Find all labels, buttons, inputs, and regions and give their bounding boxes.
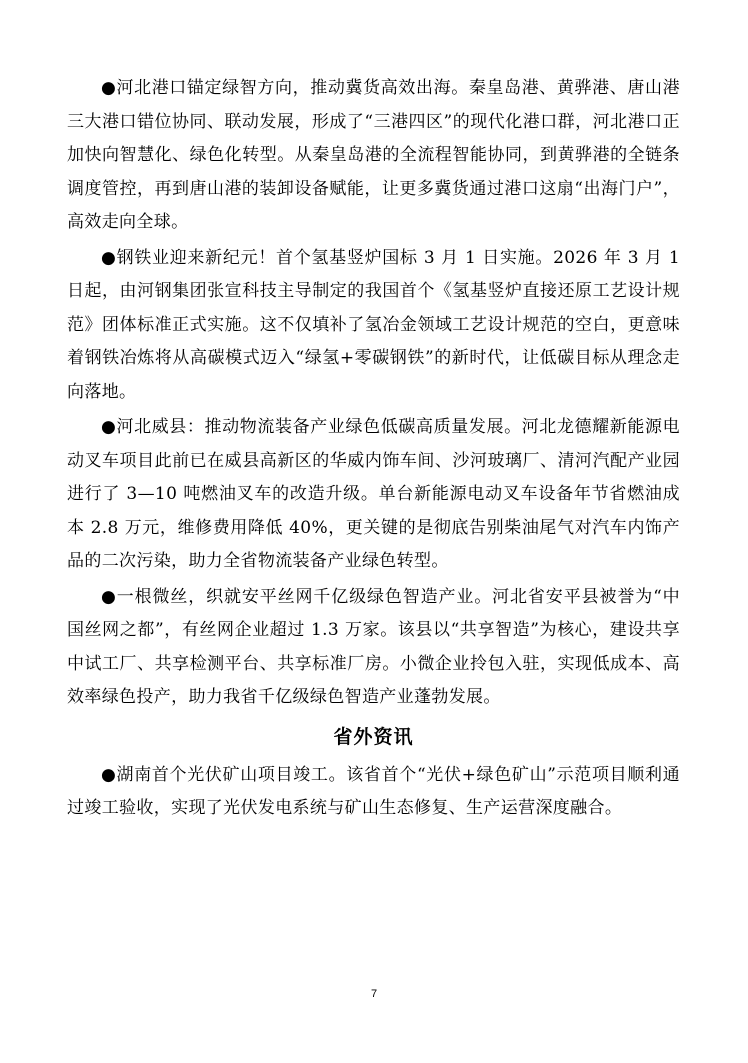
bullet-icon: ● [101,78,117,98]
paragraph-text: 钢铁业迎来新纪元！首个氢基竖炉国标 3 月 1 日实施。2026 年 3 月 1 日起，由河钢集团张宣科技主导制定的我国首个《氢基竖炉直接还原工艺设计规范》团体标准正式实施。这不仅填补了氢冶金领域工艺设计规范的空白，更意味着钢铁冶炼将从高碳模式迈入“绿氢+零碳钢铁”的新时代，让低碳目标从理念走向落地。 [67,247,681,402]
bullet-icon: ● [101,586,117,607]
news-paragraph-hydrogen-shaft-furnace [67,242,680,410]
news-paragraph-hebei-ports [67,72,680,240]
paragraph-text: 湖南首个光伏矿山项目竣工。该省首个“光伏+绿色矿山”示范项目顺利通过竣工验收，实现了光伏发电系统与矿山生态修复、生产运营深度融合。 [67,764,680,818]
bullet-icon: ● [101,417,117,437]
bullet-icon: ● [101,764,117,785]
paragraph-text: 一根微丝，织就安平丝网千亿级绿色智造产业。河北省安平县被誉为“中国丝网之都”，有丝网企业超过 1.3 万家。该县以“共享智造”为核心，建设共享中试工厂、共享检测平台、共享标准厂房。小微企业拎包入驻，实现低成本、高效率绿色投产，助力我省千亿级绿色智造产业蓬勃发展。 [67,586,681,707]
page-number: 7 [370,988,378,1000]
paragraph-text: 河北威县：推动物流装备产业绿色低碳高质量发展。河北龙德耀新能源电动叉车项目此前已在威县高新区的华威内饰车间、沙河玻璃厂、清河汽配产业园进行了 3—10 吨燃油叉车的改造升级。单台新能源电动叉车设备年节省燃油成本 2.8 万元，维修费用降低 40%，更关键的是彻底告别柴油尾气对汽车内饰产品的二次污染，助力全省物流装备产业绿色转型。 [67,417,680,571]
section-title: 省外资讯 [333,725,414,748]
page-content [67,72,680,828]
news-paragraph-anping-wire-mesh [67,581,680,715]
bullet-icon: ● [101,247,117,268]
news-paragraph-weixian-forklifts [67,411,680,579]
news-paragraph-hunan-solar-mine [67,759,680,826]
paragraph-text: 河北港口锚定绿智方向，推动冀货高效出海。秦皇岛港、黄骅港、唐山港三大港口错位协同、联动发展，形成了“三港四区”的现代化港口群，河北港口正加快向智慧化、绿色化转型。从秦皇岛港的全流程智能协同，到黄骅港的全链条调度管控，再到唐山港的装卸设备赋能，让更多冀货通过港口这扇“出海门户”，高效走向全球。 [67,78,680,232]
